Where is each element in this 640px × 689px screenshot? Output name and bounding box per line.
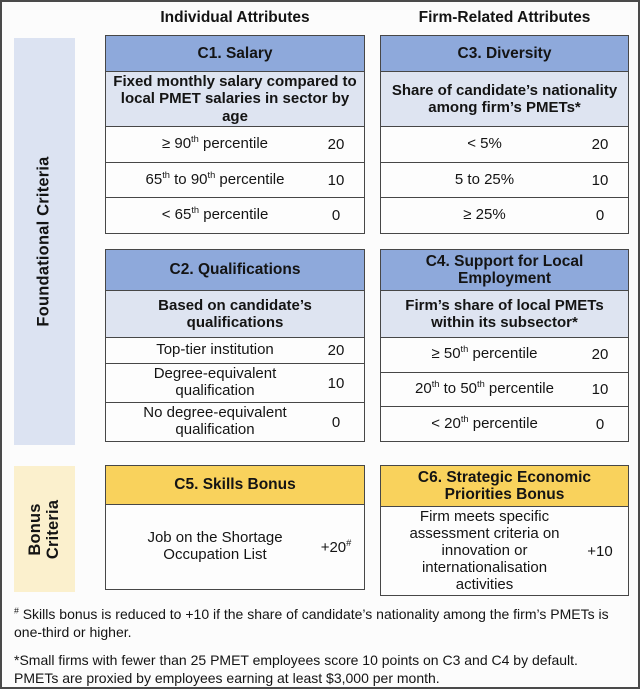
column-header-firm-related-attributes: Firm-Related Attributes — [418, 9, 591, 26]
score-row — [381, 126, 628, 162]
score-row — [381, 506, 628, 596]
criterion-c5-title: C5. Skills Bonus — [106, 466, 364, 504]
criterion-c2-title: C2. Qualifications — [106, 250, 364, 290]
row-label: Job on the Shortage Occupation List — [147, 529, 283, 563]
row-score: 0 — [595, 207, 605, 225]
row-score: 20 — [591, 346, 609, 364]
row-score: 20 — [327, 342, 345, 360]
side-label-foundational-criteria — [14, 38, 75, 445]
criterion-c3-box — [380, 35, 629, 234]
score-row — [106, 363, 364, 402]
row-score: 10 — [591, 171, 609, 189]
row-label: < 5% — [467, 134, 502, 152]
row-label: Degree-equivalent qualification — [153, 365, 277, 400]
row-score: +20# — [320, 537, 352, 556]
row-label: 5 to 25% — [454, 170, 515, 188]
row-score: 10 — [591, 381, 609, 398]
foundational-criteria-label: Foundational Criteria — [35, 156, 54, 327]
criterion-c6-title: C6. Strategic Economic Priorities Bonus — [381, 466, 628, 506]
criterion-c3-description: Share of candidate’s nationality among firm’s PMETs* — [381, 71, 628, 126]
score-row — [381, 162, 628, 198]
row-label: < 20th percentile — [431, 413, 538, 432]
footnotes — [14, 605, 632, 689]
row-score: 20 — [591, 135, 609, 153]
bonus-criteria-vertical-text — [14, 466, 75, 592]
footnote-skills-bonus: # Skills bonus is reduced to +10 if the share of candidate’s nationality among the firm’s PMETs is one-third or higher. — [14, 605, 609, 641]
criterion-c1-box — [105, 35, 365, 234]
criterion-c2-description: Based on candidate’s qualifications — [106, 290, 364, 337]
foundational-criteria-vertical-text — [14, 38, 75, 445]
row-label: ≥ 50th percentile — [431, 344, 538, 363]
side-label-bonus-criteria — [14, 466, 75, 592]
row-score: 0 — [595, 415, 605, 433]
score-row — [106, 197, 364, 233]
criterion-c4-title: C4. Support for Local Employment — [381, 250, 628, 290]
bonus-criteria-label: Bonus Criteria — [26, 499, 63, 559]
score-row — [381, 372, 628, 407]
criterion-c3-title: C3. Diversity — [381, 36, 628, 71]
row-label: ≥ 25% — [463, 206, 506, 224]
score-row — [381, 197, 628, 233]
score-row — [106, 126, 364, 162]
criterion-c1-description: Fixed monthly salary compared to local PMET salaries in sector by age — [106, 71, 364, 126]
criterion-c5-box — [105, 465, 365, 590]
row-label: 65th to 90th percentile — [145, 169, 285, 188]
footnote-small-firms: *Small firms with fewer than 25 PMET employees score 10 points on C3 and C4 by default. PMETs are proxied by employees earning at least $3,000 per month. — [14, 651, 578, 687]
row-label: ≥ 90th percentile — [161, 133, 269, 152]
row-score: 10 — [327, 171, 345, 189]
score-row — [381, 406, 628, 441]
row-label: 20th to 50th percentile — [415, 379, 554, 398]
row-label: Firm meets specific assessment criteria on innovation or internationalisation activities — [409, 508, 560, 593]
score-row — [106, 162, 364, 198]
criterion-c4-description: Firm’s share of local PMETs within its subsector* — [381, 290, 628, 337]
score-row — [106, 337, 364, 363]
criterion-c2-box — [105, 249, 365, 442]
criterion-c6-box — [380, 465, 629, 596]
criterion-c4-box — [380, 249, 629, 442]
row-score: 20 — [327, 135, 345, 153]
column-header-individual-attributes: Individual Attributes — [160, 9, 310, 26]
score-row — [106, 402, 364, 441]
score-row — [381, 337, 628, 372]
criterion-c1-title: C1. Salary — [106, 36, 364, 71]
row-score: 10 — [327, 374, 345, 392]
row-label: Top-tier institution — [156, 341, 274, 359]
score-row — [106, 504, 364, 589]
row-score: +10 — [587, 542, 613, 560]
row-score: 0 — [331, 413, 341, 431]
row-label: No degree-equivalent qualification — [143, 404, 287, 439]
row-label: < 65th percentile — [161, 205, 269, 224]
row-score: 0 — [331, 207, 341, 225]
